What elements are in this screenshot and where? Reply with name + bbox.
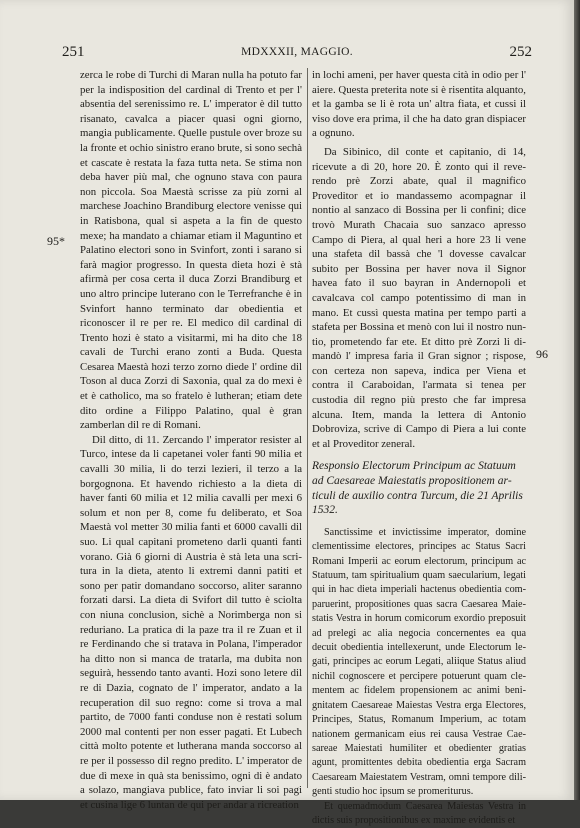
- left-paragraph-1: zerca le robe di Turchi di Maran nulla ha potuto far per la indisposition del cardinal di Trento et per l' absentia del serenissimo re. L' imperator è dil tutto risanato, cavalca a piacer quasi ogni giorno, mangia publicamente. Quelle pustule over broze su la fronte et ochio sinistro erano brute, si sono sechà et cascate è restata la faza tutta neta. Se stima non deba haver più mal, che ognuno stava con paura non piccola. Soa Maestà scrisse za più zorni al marchese Joachino Brandiburg electore venisse qui in Ratisbona, qual si aspeta a la fin de questo mexe; ha mandato a chiamar etiam il Maguntino et Palatino electori sono in Svinfort, zonti i sarano si farà magior progresso. In questa dieta hozi è stà afirmà per cosa certa il duca Zorzi Brandiburg et uno altro principe luterano con le Terrefranche è in Svinfort hanno terminato dar obedientia et riconoscer il re per re. El medico dil cardinal di Trento hozi è stato a visitarmi, mi ha dito che 18 cavali de Turchi erano zonti a Buda. Questa Cesarea Maestà hozi terzo zorno diede l' ordine dil Toson al duca Zorzi di Saxonia, qual za do mexi è et è catholico, ma so fratelo è lutheran; etiam dete dito ordine a Filippo Palatino, qual è gran zamberlan dil re di Romani.: [80, 69, 302, 432]
- left-column: [80, 68, 302, 812]
- right-paragraph-1: in lochi ameni, per haver questa cità in odio per l' aiere. Questa preterita note si è risentita alquanto, et la gamba se li è rota un' altra fiata, et cussi il viso dove era prima, il che ha dato gran dispiacer a ognuno.: [312, 69, 526, 140]
- right-paragraph-4: Et quemadmodum Caesarea Maiestas Vestra in dictis suis propositionibus ex maxime evidentis et: [312, 800, 526, 826]
- running-header: [62, 44, 532, 64]
- page-number-left: 251: [62, 44, 85, 60]
- right-column: [312, 68, 526, 828]
- margin-number-left: 95*: [47, 234, 65, 248]
- margin-number-right: 96: [536, 347, 548, 361]
- page-edge-shadow: [574, 0, 580, 800]
- page-number-right: 252: [509, 44, 532, 60]
- running-title: MDXXXII, MAGGIO.: [241, 46, 353, 58]
- left-paragraph-2: Dil ditto, di 11. Zercando l' imperator resister al Turco, intese da li capetanei voler fanti 90 milia et cavalli 30 milia, li do terzi lezieri, il terzo a la borgognona. Et havendo richiesto a la dieta di haver fanti 60 milia et 12 milia cavalli per mexi 6 solum et non per 8, come fu deliberato, et Soa Maestà vol metter 30 milia fanti et 6000 cavalli dil suo. Li qual capitani prometeno darli quanti fanti vorano. Già 6 giorni di Austria è stà leta una scritura in la dieta, atento li extremi danni patiti et sono per patir domandano soccorso, aliter saranno forzati darsi. La dieta di Svifort dil tutto è sciolta con niuna conclusion, sichè a Norimberga non si reduriano. La pratica di la paze tra il re Zuan et il re Ferdinando che si tratava in Polana, l'imperador ha ditto non si manca de tratarla, ma dubita non seguirà, hessendo tanto avanti. Hozi sono letere dil re di Dazia, cognato de l' imperator, andato a la recuperation dil suo regno: come si trova a mal partito, de 7000 fanti conduse non è restati solum 2000 mal contenti per non esser pagati. Et Lubech città molto potente et lutherana manda soccorso al re per il possesso dil regno predito. L' imperator de due dì mexe in quà sta benissimo, ogni di è andato a solazo, mangiava publice, fato inviar li soi pagi et cusina lige 6 luntan de qui per andar a ricreation: [80, 433, 302, 811]
- column-divider: [307, 68, 308, 788]
- right-paragraph-3: Sanctissime et invictissime imperator, domine clementissime electores, principes ac Status Sacri Romani Imperii ac eorum electorum, principum ac Statuum, tam spiritualium quam saecularium, legati qui in hac dieta imperiali hactenus obedientia comparuerint, propositiones quas sacra Caesarea Maiestatis Vestra in horum comicorum exordio preposuit ad prelegi ac alia negocia concernentes ea qua decuit obedientia intellexerunt, unde Electorum legati, principes ac eorum Legati, aliique Status aliud nichil cognoscere et percipere potuerunt quam clementem ac fidelem propensionem ac animi benignitatem Caesareae Maiestas Vestra erga Electores, Principes, Status, Romanum Imperium, ac totam nationem germanicam eius rei causa Vestrae Caesareae Maiestati humiliter et obedienter gratias agunt, promittentes debita obedientia erga Sacram Caesaream Maiestatem Vestram, omni tempore diligenti studio hoc ipsum se promeriturus.: [312, 526, 526, 798]
- section-heading: Responsio Electorum Principum ac Statuum ad Caesareae Maiestatis propositionem articuli de auxilio contra Turcum, die 21 Aprilis 1532.: [312, 460, 523, 517]
- right-paragraph-2: Da Sibinico, dil conte et capitanio, di 14, ricevute a dì 20, hore 20. È zonto qui il reverendo prè Zorzi abate, qual il magnifico Proveditor et io mandassemo acompagnar il nontio al sanzaco di Bossina per li confini; dice trovò Murath Chacaia suo sanzaco apresso Campo di Piera, al qual heri a hore 23 li vene una stafeta dil bassà che 'l dovesse cavalcar subito per Bossina per haver nova il Signor havea fato il suo bayran in Andernopoli et cavalcava col campo potentissimo di man in mano. Et cussì questa matina per tempo parti a stafeta per Bossina et menò con lui il nostro nuntio, prometendo far ete. Et ditto prè Zorzi li dimandò l' impresa faria il Gran signor ; rispose, con certeza non sapeva, indica per Viena et contra il Caraboidan, l'armata si tenea per custodia dil regno più presto che far impresa alcuna. Item, manda la lettera di Antonio Dobroviza, scrive di Campo di Piera a lui conte et al Proveditor zeneral.: [312, 145, 526, 450]
